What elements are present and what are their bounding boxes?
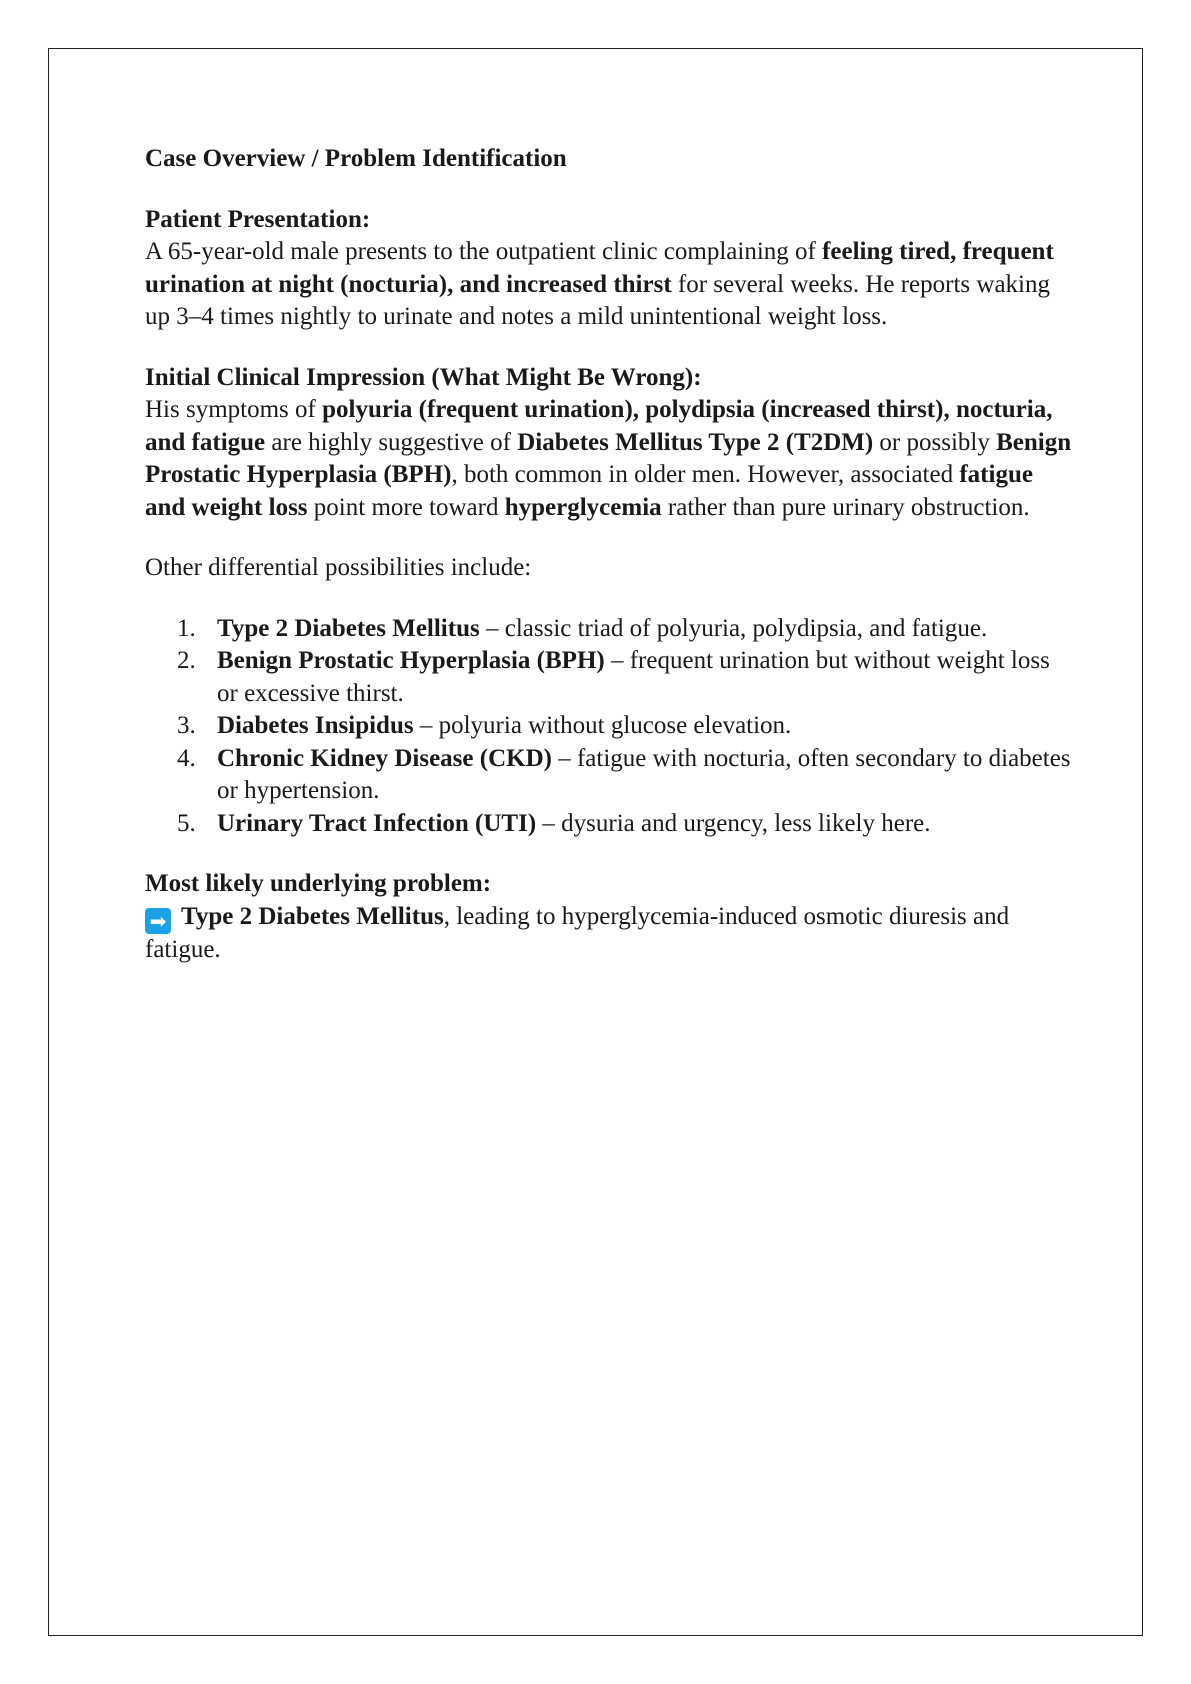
clinical-impression-section bbox=[145, 362, 1075, 525]
list-item: 2. Benign Prostatic Hyperplasia (BPH) – frequent urination but without weight loss or excessive thirst. bbox=[177, 647, 1050, 707]
conclusion-paragraph: ➡ Type 2 Diabetes Mellitus, leading to hyperglycemia-induced osmotic diuresis and fatigue. bbox=[145, 902, 1010, 963]
document-body bbox=[145, 143, 1075, 966]
patient-presentation-section bbox=[145, 204, 1075, 334]
list-item: 4. Chronic Kidney Disease (CKD) – fatigue with nocturia, often secondary to diabetes or hypertension. bbox=[177, 744, 1071, 804]
differential-section bbox=[145, 552, 1075, 840]
list-item: 5. Urinary Tract Infection (UTI) – dysuria and urgency, less likely here. bbox=[177, 809, 931, 837]
differential-list bbox=[145, 613, 1075, 841]
conclusion-section bbox=[145, 868, 1075, 966]
presentation-paragraph: A 65-year-old male presents to the outpatient clinic complaining of feeling tired, frequent urination at night (nocturia), and increased thirst for several weeks. He reports waking up 3–4 times nightly to urinate and notes a mild unintentional weight loss. bbox=[145, 238, 1054, 330]
differential-intro: Other differential possibilities include: bbox=[145, 554, 532, 581]
section-heading-conclusion: Most likely underlying problem: bbox=[145, 870, 492, 897]
section-heading-impression: Initial Clinical Impression (What Might Be Wrong): bbox=[145, 363, 702, 391]
list-item: 1. Type 2 Diabetes Mellitus – classic triad of polyuria, polydipsia, and fatigue. bbox=[177, 614, 988, 642]
list-item: 3. Diabetes Insipidus – polyuria without glucose elevation. bbox=[177, 712, 792, 739]
section-heading-presentation: Patient Presentation: bbox=[145, 205, 371, 233]
right-arrow-icon: ➡ bbox=[145, 908, 171, 934]
page-title: Case Overview / Problem Identification bbox=[145, 145, 567, 172]
impression-paragraph: His symptoms of polyuria (frequent urination), polydipsia (increased thirst), nocturia, and fatigue are highly suggestive of Diabetes Mellitus Type 2 (T2DM) or possibly Benign Prostatic Hyperplasia (BPH), both common in older men. However, associated fatigue and weight loss point more toward hyperglycemia rather than pure urinary obstruction. bbox=[145, 396, 1072, 521]
